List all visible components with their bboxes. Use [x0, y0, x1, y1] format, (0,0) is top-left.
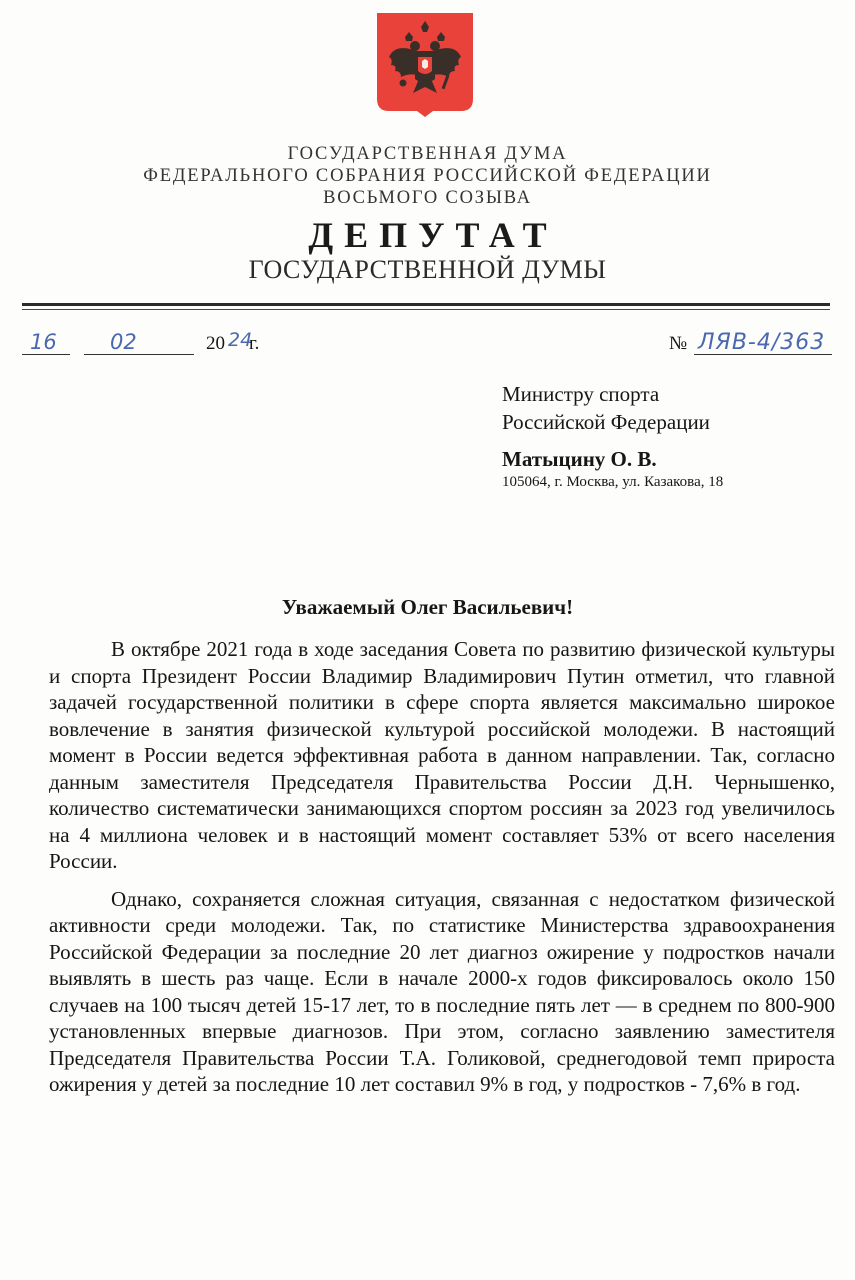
date-day-underline — [22, 354, 70, 355]
header-rule-thin — [22, 309, 830, 310]
letter-body — [49, 636, 835, 1098]
header-rule-thick — [22, 303, 830, 306]
number-label: № — [669, 333, 688, 354]
date-day: 16 — [30, 330, 57, 354]
letterhead-subtitle: ГОСУДАРСТВЕННОЙ ДУМЫ — [248, 255, 607, 284]
number-underline — [694, 354, 832, 355]
outgoing-number: ЛЯВ-4/363 — [698, 330, 826, 355]
date-month: 02 — [110, 330, 137, 354]
addressee-name: Матыцину О. В. — [502, 447, 657, 471]
letterhead-title: ДЕПУТАТ — [308, 215, 558, 255]
addressee-block — [502, 380, 723, 492]
greeting: Уважаемый Олег Васильевич! — [281, 595, 574, 619]
date-year-prefix: 20 — [206, 333, 225, 354]
paragraph-1: В октябре 2021 года в ходе заседания Совета по развитию физической культуры и спорта Президент России Владимир Владимирович Путин отметил, что главной задачей государственной политики в сфере спорта является максимально широкое вовлечение в занятия физической культурой российской молодежи. В настоящий момент в России ведется эффективная работа в данном направлении. Так, согласно данным заместителя Председателя Правительства России Д.Н. Чернышенко, количество систематически занимающихся спортом россиян за 2023 год увеличилось на 4 миллиона человек и в настоящий момент составляет 53% от всего населения России. — [49, 637, 835, 873]
russian-coat-of-arms-icon — [377, 13, 473, 117]
addressee-organization: Российской Федерации — [502, 410, 710, 434]
addressee-address: 105064, г. Москва, ул. Казакова, 18 — [502, 474, 724, 490]
letterhead-line-1: ГОСУДАРСТВЕННАЯ ДУМА — [287, 144, 568, 164]
letterhead — [0, 143, 855, 285]
letterhead-line-3: ВОСЬМОГО СОЗЫВА — [323, 188, 532, 208]
date-and-number-line — [22, 329, 832, 362]
paragraph-2: Однако, сохраняется сложная ситуация, связанная с недостатком физической активности среди молодежи. Так, по статистике Министерства здравоохранения Российской Федерации за последние 20 лет диагноз ожирение у подростков начали выявлять в шесть раз чаще. Если в начале 2000-х годов фиксировалось около 150 случаев на 100 тысяч детей 15-17 лет, то в последние пять лет — в среднем по 800-900 установленных впервые диагнозов. При этом, согласно заявлению заместителя Председателя Правительства России Т.А. Голиковой, среднегодовой темп прироста ожирения у детей за последние 10 лет составил 9% в год, у подростков - 7,6% в год. — [49, 886, 835, 1096]
date-month-underline — [84, 354, 194, 355]
date-year-handwritten: 24 — [228, 329, 253, 351]
letterhead-line-2: ФЕДЕРАЛЬНОГО СОБРАНИЯ РОССИЙСКОЙ ФЕДЕРАЦИИ — [143, 166, 712, 186]
addressee-position: Министру спорта — [502, 382, 660, 406]
date-year-suffix: г. — [249, 333, 260, 354]
